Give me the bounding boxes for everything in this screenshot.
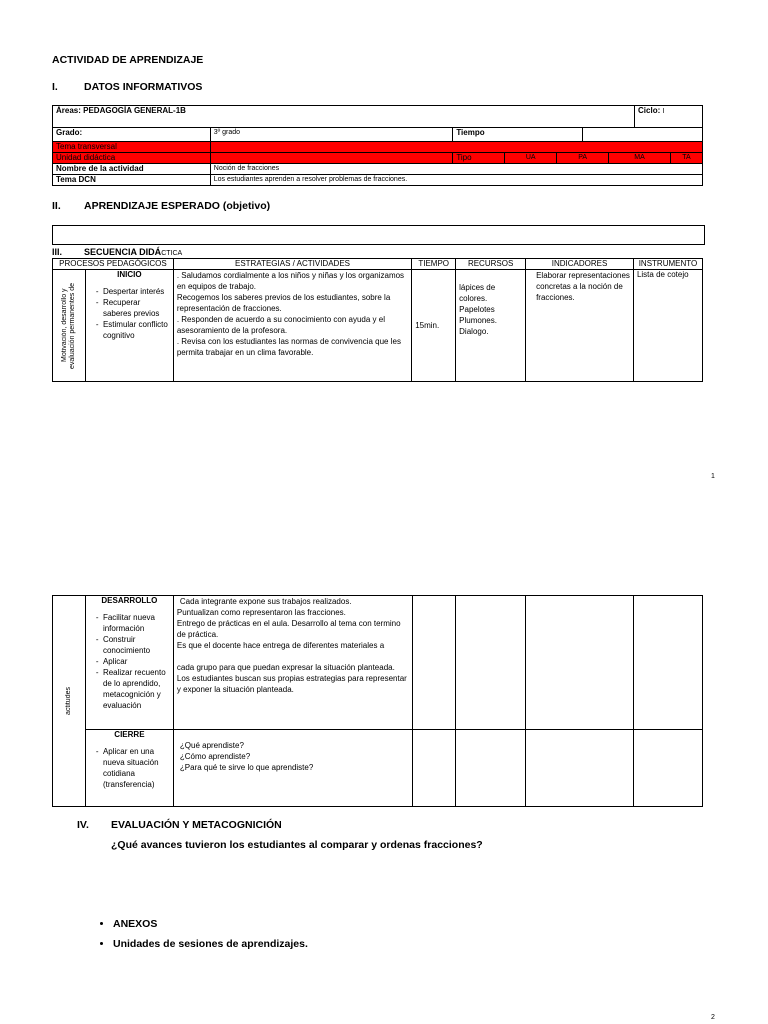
section4-title: EVALUACIÓN Y METACOGNICIÓN bbox=[111, 819, 282, 831]
evaluation-question: ¿Qué avances tuvieron los estudiantes al comparar y ordenas fracciones? bbox=[111, 839, 483, 851]
inicio-item: - Recuperar saberes previos bbox=[103, 297, 170, 319]
sequence-table-inicio bbox=[52, 258, 703, 382]
inicio-recurso: lápices de colores. bbox=[459, 283, 496, 303]
info-table bbox=[52, 105, 703, 186]
grado-value: 3º grado bbox=[210, 128, 453, 142]
desarrollo-process-cell bbox=[85, 596, 173, 730]
unidad-value bbox=[210, 153, 453, 164]
inicio-item: - Despertar interés bbox=[103, 286, 170, 297]
section3-title-main: SECUENCIA DIDÁ bbox=[84, 247, 162, 257]
inicio-indicadores: Elaborar representaciones concretas a la noción de fracciones. bbox=[526, 270, 634, 382]
cierre-process-cell bbox=[85, 730, 173, 807]
inicio-tiempo: 15min. bbox=[412, 270, 456, 382]
nombre-value: Noción de fracciones bbox=[210, 164, 702, 175]
desarrollo-side-cell bbox=[53, 596, 86, 807]
section1-title: DATOS INFORMATIVOS bbox=[84, 81, 203, 93]
ciclo-label: Ciclo: bbox=[638, 106, 661, 115]
section4-num: IV. bbox=[77, 819, 89, 831]
desarrollo-indicadores bbox=[526, 596, 634, 730]
desarrollo-title: DESARROLLO bbox=[101, 596, 158, 605]
section3-title bbox=[84, 247, 182, 257]
tiempo-value bbox=[583, 128, 703, 142]
desarrollo-item: - Realizar recuento de lo aprendido, metacognición y evaluación bbox=[103, 667, 170, 711]
inicio-title: INICIO bbox=[117, 270, 142, 279]
desarrollo-strategy: Entrego de prácticas en el aula. Desarrollo al tema con termino de práctica. bbox=[176, 619, 401, 639]
inicio-side-cell bbox=[53, 270, 86, 382]
section3-title-small: CTICA bbox=[161, 250, 183, 257]
tipo-option-ua[interactable]: UA bbox=[505, 153, 557, 164]
grado-label: Grado: bbox=[53, 128, 211, 142]
header-indicadores: INDICADORES bbox=[526, 259, 634, 270]
tipo-option-ta[interactable]: TA bbox=[670, 153, 702, 164]
tipo-label: Tipo bbox=[453, 153, 505, 164]
nombre-label: Nombre de la actividad bbox=[53, 164, 211, 175]
header-procesos: PROCESOS PEDAGÓGICOS bbox=[53, 259, 174, 270]
inicio-item: - Estimular conflicto cognitivo bbox=[103, 319, 170, 341]
desarrollo-strategy: Los estudiantes buscan sus propias estrategias para representar y exponer la situación planteada. bbox=[176, 674, 407, 694]
section2-num: II. bbox=[52, 200, 61, 212]
header-recursos: RECURSOS bbox=[456, 259, 526, 270]
inicio-instrumento: Lista de cotejo bbox=[633, 270, 702, 382]
header-estrategias: ESTRATEGIAS / ACTIVIDADES bbox=[173, 259, 411, 270]
unidad-label: Unidad didáctica bbox=[53, 153, 211, 164]
inicio-strategy: . Responden de acuerdo a su conocimiento con ayuda y el asesoramiento de la profesora. bbox=[176, 315, 385, 335]
desarrollo-strategy: Cada integrante expone sus trabajos realizados. bbox=[179, 597, 352, 606]
desarrollo-instrumento bbox=[634, 596, 703, 730]
cierre-strategy: ¿Qué aprendiste? bbox=[179, 741, 244, 750]
tipo-option-ma[interactable]: MA bbox=[609, 153, 671, 164]
desarrollo-strategy: cada grupo para que puedan expresar la situación planteada. bbox=[176, 663, 395, 672]
section3-num: III. bbox=[52, 247, 63, 257]
inicio-recursos-cell bbox=[456, 270, 526, 382]
areas-cell: Áreas: PEDAGOGÍA GENERAL-1B bbox=[53, 106, 635, 128]
desarrollo-strategy bbox=[177, 651, 409, 662]
document-title: ACTIVIDAD DE APRENDIZAJE bbox=[52, 54, 204, 66]
tema-dcn-value: Los estudiantes aprenden a resolver problemas de fracciones. bbox=[210, 175, 702, 186]
inicio-strategy: . Revisa con los estudiantes las normas de convivencia que les permita trabajar en un clima favorable. bbox=[176, 337, 401, 357]
desarrollo-side-label: actitudes bbox=[64, 686, 72, 716]
objective-box bbox=[52, 225, 705, 245]
desarrollo-recursos bbox=[456, 596, 526, 730]
ciclo-cell bbox=[635, 106, 703, 128]
tema-transversal-label: Tema transversal bbox=[53, 142, 211, 153]
inicio-recurso: Dialogo. bbox=[459, 327, 489, 336]
inicio-recurso: Papelotes bbox=[459, 305, 495, 314]
inicio-strategy: Recogemos los saberes previos de los estudiantes, sobre la representación de fracciones. bbox=[176, 293, 391, 313]
inicio-recurso: Plumones. bbox=[459, 316, 497, 325]
tiempo-label: Tiempo bbox=[453, 128, 583, 142]
cierre-instrumento bbox=[634, 730, 703, 807]
cierre-strategies-cell bbox=[173, 730, 412, 807]
desarrollo-item: - Construir conocimiento bbox=[103, 634, 170, 656]
cierre-item: - Aplicar en una nueva situación cotidiana (transferencia) bbox=[103, 746, 170, 790]
desarrollo-strategy: Puntualizan como representaron las fracciones. bbox=[176, 608, 346, 617]
annex-list bbox=[97, 914, 308, 954]
inicio-strategy: . Saludamos cordialmente a los niños y niñas y los organizamos en equipos de trabajo. bbox=[176, 271, 405, 291]
header-tiempo: TIEMPO bbox=[412, 259, 456, 270]
inicio-strategies-cell bbox=[173, 270, 411, 382]
ciclo-value: I bbox=[662, 108, 665, 115]
cierre-indicadores bbox=[526, 730, 634, 807]
desarrollo-item: - Aplicar bbox=[103, 656, 170, 667]
section2-title: APRENDIZAJE ESPERADO (objetivo) bbox=[84, 200, 271, 212]
tema-transversal-value bbox=[210, 142, 702, 153]
inicio-side-label: Motivación, desarrollo y evaluación permanentes de bbox=[60, 282, 76, 369]
cierre-title: CIERRE bbox=[114, 730, 145, 739]
desarrollo-strategies-cell bbox=[173, 596, 412, 730]
sequence-table-desarrollo bbox=[52, 595, 703, 807]
page-number-1: 1 bbox=[711, 473, 715, 480]
cierre-strategy: ¿Cómo aprendiste? bbox=[179, 752, 251, 761]
cierre-tiempo bbox=[412, 730, 456, 807]
section1-num: I. bbox=[52, 81, 58, 93]
desarrollo-tiempo bbox=[412, 596, 456, 730]
cierre-strategy: ¿Para qué te sirve lo que aprendiste? bbox=[179, 763, 314, 772]
cierre-recursos bbox=[456, 730, 526, 807]
desarrollo-item: - Facilitar nueva información bbox=[103, 612, 170, 634]
annex-item: • ANEXOS bbox=[113, 914, 308, 934]
inicio-process-cell bbox=[85, 270, 173, 382]
header-instrumento: INSTRUMENTO bbox=[633, 259, 702, 270]
desarrollo-strategy: Es que el docente hace entrega de diferentes materiales a bbox=[176, 641, 385, 650]
page-number-2: 2 bbox=[711, 1014, 715, 1021]
tipo-option-pa[interactable]: PA bbox=[557, 153, 609, 164]
annex-item: • Unidades de sesiones de aprendizajes. bbox=[113, 934, 308, 954]
tema-dcn-label: Tema DCN bbox=[53, 175, 211, 186]
